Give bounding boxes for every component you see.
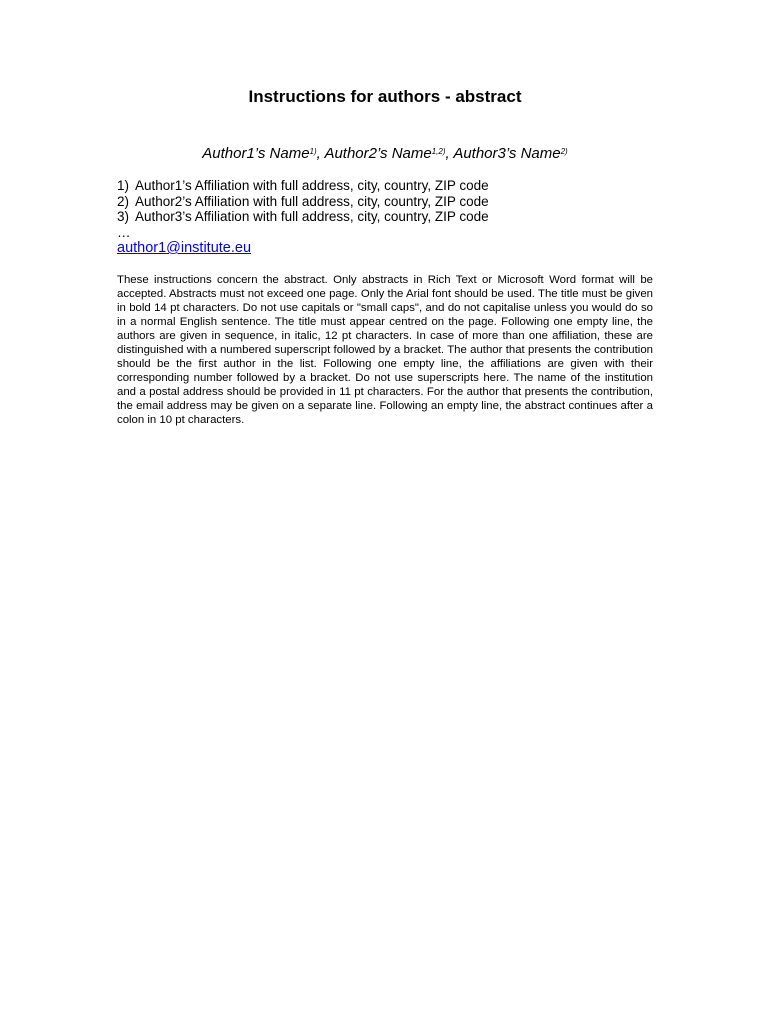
affiliation-item xyxy=(117,194,657,210)
author-email-link[interactable]: author1@institute.eu xyxy=(117,240,252,256)
author-list xyxy=(0,144,770,164)
affiliation-text: Author2’s Affiliation with full address, city, country, ZIP code xyxy=(135,193,489,209)
affiliation-ellipsis: … xyxy=(117,225,131,240)
author-separator: , xyxy=(316,145,325,162)
author1-affiliation-sup: 1) xyxy=(309,147,317,156)
affiliation-list xyxy=(117,178,657,225)
affiliation-item xyxy=(117,178,657,194)
affiliation-number: 1) xyxy=(117,178,130,193)
affiliation-number: 2) xyxy=(117,193,130,209)
abstract-body: These instructions concern the abstract. Only abstracts in Rich Text or Microsoft Word format will be accepted. Abstracts must not exceed one page. Only the Arial font should be used. The title must be given in bold 14 pt characters. Do not use capitals or "small caps", and do not capitalise unless you would do so in a normal English sentence. The title must appear centred on the page. Following one empty line, the authors are given in sequence, in italic, 12 pt characters. In case of more than one affiliation, these are distinguished with a numbered superscript followed by a bracket. The author that presents the contribution should be the first author in the list. Following one empty line, the affiliations are given with their corresponding number followed by a bracket. Do not use superscripts here. The name of the institution and a postal address should be provided in 11 pt characters. For the author that presents the contribution, the email address may be given on a separate line. Following an empty line, the abstract continues after a colon in 10 pt characters. xyxy=(117,274,653,427)
author3-affiliation-sup: 2) xyxy=(560,147,568,156)
affiliation-item xyxy=(117,209,657,225)
author3-name: Author3’s Name xyxy=(453,145,561,162)
affiliation-text: Author3’s Affiliation with full address, city, country, ZIP code xyxy=(135,209,489,224)
author2-affiliation-sup: 1,2) xyxy=(431,147,446,156)
author-separator: , xyxy=(445,145,454,162)
author2-name: Author2’s Name xyxy=(324,145,432,162)
affiliation-text: Author1’s Affiliation with full address, city, country, ZIP code xyxy=(135,178,489,193)
document-title: Instructions for authors - abstract xyxy=(248,87,522,106)
author1-name: Author1’s Name xyxy=(202,145,310,162)
affiliation-number: 3) xyxy=(117,209,130,224)
